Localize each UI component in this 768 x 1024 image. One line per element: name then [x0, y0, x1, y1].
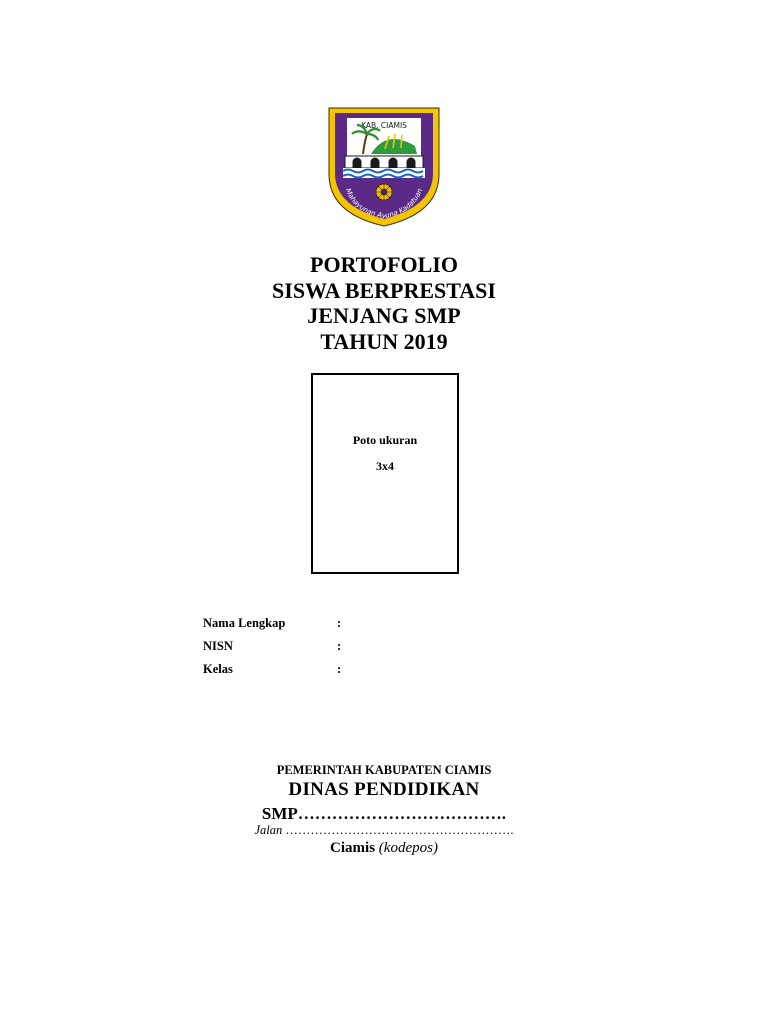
document-title	[0, 252, 768, 354]
city-postcode: (kodepos)	[378, 840, 438, 856]
footer-city	[0, 840, 768, 857]
field-nisn	[203, 639, 341, 654]
field-label: Nama Lengkap	[203, 616, 286, 630]
photo-size-label: Poto ukuran	[352, 433, 418, 447]
emblem-top-text: KAB. CIAMIS	[361, 121, 407, 130]
address-dots: ……………………………………………….	[285, 823, 514, 837]
address-label: Jalan	[254, 823, 283, 837]
photo-size-value: 3x4	[376, 459, 394, 473]
field-label: Kelas	[203, 662, 233, 676]
title-line-tahun: TAHUN 2019	[320, 328, 448, 354]
title-line-jenjang: JENJANG SMP	[307, 303, 461, 328]
photo-placeholder-box	[311, 373, 459, 574]
title-line-siswa: SISWA BERPRESTASI	[272, 277, 496, 303]
ciamis-regency-emblem	[325, 104, 443, 228]
field-separator: :	[337, 639, 342, 653]
city-name: Ciamis	[330, 840, 376, 856]
footer-department: DINAS PENDIDIKAN	[288, 779, 480, 800]
footer-address	[0, 823, 768, 838]
field-separator: :	[337, 662, 342, 676]
footer-government: PEMERINTAH KABUPATEN CIAMIS	[276, 763, 492, 777]
footer-school: SMP……………………………….	[261, 804, 507, 823]
field-nama-lengkap	[203, 616, 341, 631]
field-kelas	[203, 662, 341, 677]
emblem-motto: Mahayunan Ayuna Kadatuan	[343, 187, 425, 221]
title-line-portofolio: PORTOFOLIO	[310, 252, 458, 277]
field-separator: :	[337, 616, 342, 630]
field-label: NISN	[203, 639, 233, 653]
